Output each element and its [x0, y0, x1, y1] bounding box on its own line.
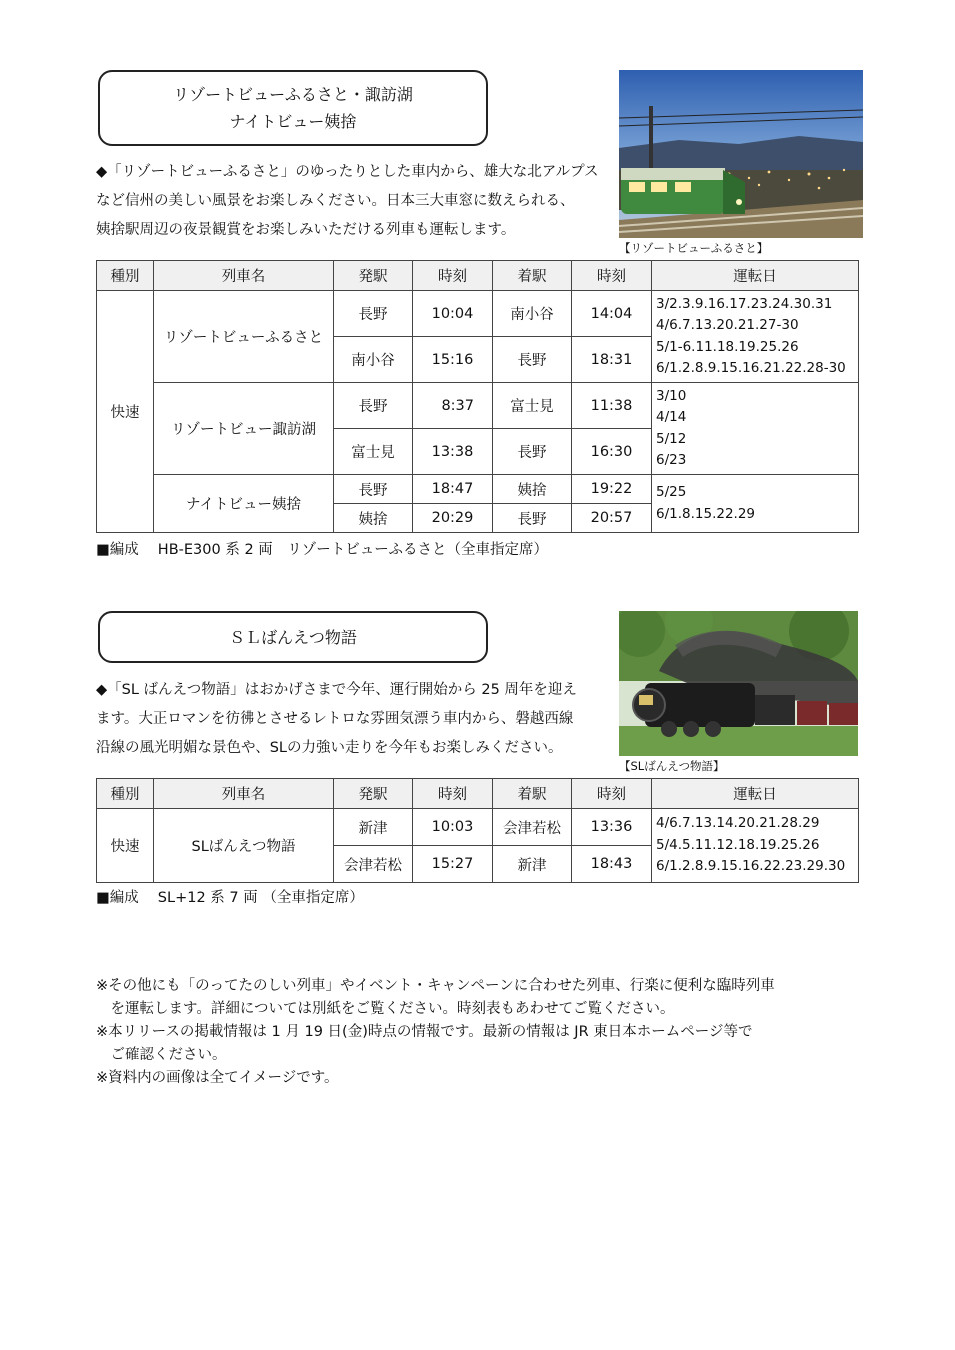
header-category: 種別 [97, 779, 154, 809]
arr-time-cell: 19:22 [572, 475, 652, 504]
dep-time-cell: 20:29 [413, 504, 493, 533]
sl-banetsu-photo [619, 611, 858, 756]
category-cell: 快速 [97, 809, 154, 883]
section1-intro-line: など信州の美しい風景をお楽しみください。日本三大車窓に数えられる、 [96, 193, 575, 209]
arr-station-cell: 南小谷 [493, 291, 572, 337]
arr-time-cell: 16:30 [572, 429, 652, 475]
dep-station-cell: 長野 [334, 475, 413, 504]
dep-station-cell: 会津若松 [334, 846, 413, 883]
operating-days-cell [652, 383, 859, 475]
arr-station-cell: 富士見 [493, 383, 572, 429]
table-row [97, 475, 859, 504]
footnote-line: ※本リリースの掲載情報は 1 月 19 日(金)時点の情報です。最新の情報は JR 東日本ホームページ等で [96, 1024, 753, 1040]
dep-station-cell: 姨捨 [334, 504, 413, 533]
section2-intro [96, 676, 577, 763]
section1-intro [96, 158, 599, 245]
section2-schedule-table [96, 778, 859, 883]
section2-photo-caption: 【SLばんえつ物語】 [619, 759, 725, 773]
date-line: 4/6.7.13.20.21.27-30 [656, 317, 799, 333]
arr-station-cell: 姨捨 [493, 475, 572, 504]
section2-intro-line: 沿線の風光明媚な景色や、SLの力強い走りを今年もお楽しみください。 [96, 740, 563, 756]
arr-station-cell: 長野 [493, 504, 572, 533]
dep-station-cell: 富士見 [334, 429, 413, 475]
section1-intro-line: ◆「リゾートビューふるさと」のゆったりとした車内から、雄大な北アルプス [96, 164, 599, 180]
arr-station-cell: 長野 [493, 337, 572, 383]
dep-time-cell: 18:47 [413, 475, 493, 504]
footnote-line: ご確認ください。 [96, 1047, 227, 1063]
section2-formation-note: ■編成 SL+12 系 7 両 （全車指定席） [96, 890, 364, 906]
dep-time-cell: 10:03 [413, 809, 493, 846]
footnotes [96, 975, 775, 1090]
dep-station-cell: 長野 [334, 383, 413, 429]
header-dep-time: 時刻 [413, 261, 493, 291]
header-operating-days: 運転日 [652, 261, 859, 291]
header-operating-days: 運転日 [652, 779, 859, 809]
date-line: 6/1.2.8.9.15.16.22.23.29.30 [656, 858, 846, 875]
section1-schedule-table [96, 260, 859, 533]
arr-time-cell: 14:04 [572, 291, 652, 337]
table-row [97, 809, 859, 846]
dep-time-cell: 15:16 [413, 337, 493, 383]
train-name-cell: リゾートビューふるさと [154, 291, 334, 383]
section1-formation-note: ■編成 HB-E300 系 2 両 リゾートビューふるさと（全車指定席） [96, 542, 548, 558]
date-line: 6/1.2.8.9.15.16.21.22.28-30 [656, 360, 846, 376]
section1-title-line1: リゾートビューふるさと・諏訪湖 [173, 85, 413, 104]
date-line: 3/10 [656, 387, 687, 404]
section1-title-box [98, 70, 488, 146]
date-line: 5/25 [656, 484, 687, 500]
date-line: 4/6.7.13.14.20.21.28.29 [656, 815, 820, 832]
dep-station-cell: 新津 [334, 809, 413, 846]
operating-days-cell [652, 475, 859, 533]
arr-time-cell: 11:38 [572, 383, 652, 429]
header-arr-time: 時刻 [572, 779, 652, 809]
dep-time-cell: 10:04 [413, 291, 493, 337]
arr-time-cell: 13:36 [572, 809, 652, 846]
resort-view-furusato-photo [619, 70, 863, 238]
date-line: 4/14 [656, 409, 687, 425]
date-line: 5/12 [656, 430, 687, 447]
date-line: 5/1-6.11.18.19.25.26 [656, 338, 799, 355]
train-name-cell: リゾートビュー諏訪湖 [154, 383, 334, 475]
arr-time-cell: 18:43 [572, 846, 652, 883]
header-category: 種別 [97, 261, 154, 291]
date-line: 5/4.5.11.12.18.19.25.26 [656, 836, 820, 853]
train-name-cell: SLばんえつ物語 [154, 809, 334, 883]
operating-days-cell [652, 291, 859, 383]
table-row [97, 383, 859, 429]
dep-station-cell: 長野 [334, 291, 413, 337]
footnote-line: ※その他にも「のってたのしい列車」やイベント・キャンペーンに合わせた列車、行楽に便利な臨時列車 [96, 978, 775, 994]
arr-time-cell: 20:57 [572, 504, 652, 533]
header-train-name: 列車名 [154, 261, 334, 291]
arr-station-cell: 会津若松 [493, 809, 572, 846]
section2-title: ＳＬばんえつ物語 [229, 627, 357, 647]
section2-intro-line: ◆「SL ばんえつ物語」はおかげさまで今年、運行開始から 25 周年を迎え [96, 682, 577, 698]
header-dep-time: 時刻 [413, 779, 493, 809]
header-departure: 発駅 [334, 779, 413, 809]
table-row [97, 291, 859, 337]
footnote-line: を運転します。詳細については別紙をご覧ください。時刻表もあわせてご覧ください。 [96, 1001, 675, 1017]
arr-station-cell: 新津 [493, 846, 572, 883]
section1-intro-line: 姨捨駅周辺の夜景観賞をお楽しみいただける列車も運転します。 [96, 222, 516, 238]
header-train-name: 列車名 [154, 779, 334, 809]
arr-station-cell: 長野 [493, 429, 572, 475]
train-name-cell: ナイトビュー姨捨 [154, 475, 334, 533]
section1-photo-caption: 【リゾートビューふるさと】 [619, 241, 769, 255]
date-line: 3/2.3.9.16.17.23.24.30.31 [656, 295, 833, 312]
arr-time-cell: 18:31 [572, 337, 652, 383]
header-arr-time: 時刻 [572, 261, 652, 291]
operating-days-cell [652, 809, 859, 883]
dep-time-cell: 15:27 [413, 846, 493, 883]
section1-title-line2: ナイトビュー姨捨 [229, 112, 357, 131]
section2-intro-line: ます。大正ロマンを彷彿とさせるレトロな雰囲気漂う車内から、磐越西線 [96, 711, 574, 727]
header-departure: 発駅 [334, 261, 413, 291]
footnote-line: ※資料内の画像は全てイメージです。 [96, 1070, 339, 1086]
category-cell: 快速 [97, 291, 154, 533]
date-line: 6/23 [656, 452, 687, 468]
header-arrival: 着駅 [493, 261, 572, 291]
header-arrival: 着駅 [493, 779, 572, 809]
section2-title-box [98, 611, 488, 663]
dep-time-cell: 8:37 [413, 383, 493, 429]
date-line: 6/1.8.15.22.29 [656, 505, 756, 522]
dep-time-cell: 13:38 [413, 429, 493, 475]
dep-station-cell: 南小谷 [334, 337, 413, 383]
